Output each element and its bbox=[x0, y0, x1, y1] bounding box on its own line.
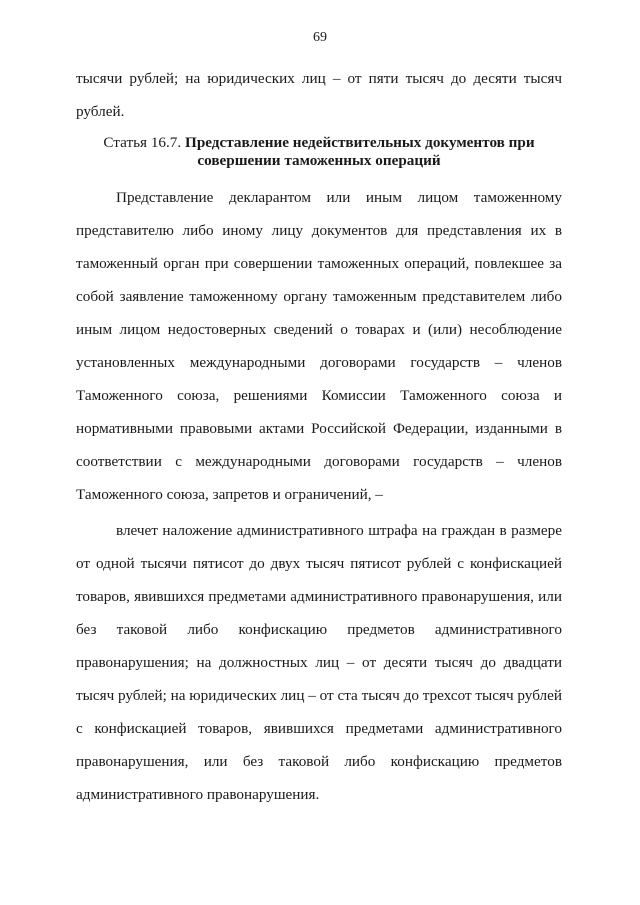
text-line: административного правонарушения. bbox=[76, 786, 320, 803]
text-line: рублей. bbox=[76, 103, 125, 120]
text-line: правонарушения; на должностных лиц – от десяти тысяч до двадцати bbox=[76, 654, 562, 671]
page-number: 69 bbox=[313, 30, 327, 45]
text-line: Таможенного союза, запретов и ограничений, – bbox=[76, 486, 383, 503]
text-line: иным лицом недостоверных сведений о товарах и (или) несоблюдение bbox=[76, 321, 562, 338]
text-line: Представление декларантом или иным лицом таможенному bbox=[116, 189, 562, 206]
article-heading bbox=[76, 134, 562, 170]
article-label: Статья 16.7. bbox=[103, 134, 182, 151]
text-line: Таможенного союза, решениями Комиссии Таможенного союза и bbox=[76, 387, 562, 404]
article-heading-line-1 bbox=[76, 134, 562, 152]
text-line: от одной тысячи пятисот до двух тысяч пятисот рублей с конфискацией bbox=[76, 555, 562, 572]
article-paragraph-disposition bbox=[76, 181, 562, 511]
text-line: тысячи рублей; на юридических лиц – от пяти тысяч до десяти тысяч bbox=[76, 70, 562, 87]
text-line: представителю либо иному лицу документов для представления их в bbox=[76, 222, 562, 239]
text-line: правонарушения, или без таковой либо конфискацию предметов bbox=[76, 753, 562, 770]
text-line: влечет наложение административного штрафа на граждан в размере bbox=[116, 522, 562, 539]
text-line: товаров, явившихся предметами административного правонарушения, или bbox=[76, 588, 562, 605]
continuation-paragraph bbox=[76, 62, 562, 128]
text-line: без таковой либо конфискацию предметов административного bbox=[76, 621, 562, 638]
text-line: с конфискацией товаров, явившихся предметами административного bbox=[76, 720, 562, 737]
text-line: нормативными правовыми актами Российской Федерации, изданными в bbox=[76, 420, 562, 437]
article-title-part-1: Представление недействительных документов при bbox=[185, 134, 535, 151]
text-line: соответствии с международными договорами государств – членов bbox=[76, 453, 562, 470]
text-line: тысяч рублей; на юридических лиц – от ста тысяч до трехсот тысяч рублей bbox=[76, 687, 562, 704]
text-line: собой заявление таможенному органу таможенным представителем либо bbox=[76, 288, 562, 305]
text-line: установленных международными договорами государств – членов bbox=[76, 354, 562, 371]
article-paragraph-sanction bbox=[76, 514, 562, 811]
text-line: таможенный орган при совершении таможенных операций, повлекшее за bbox=[76, 255, 562, 272]
article-title-part-2: совершении таможенных операций bbox=[197, 152, 441, 169]
